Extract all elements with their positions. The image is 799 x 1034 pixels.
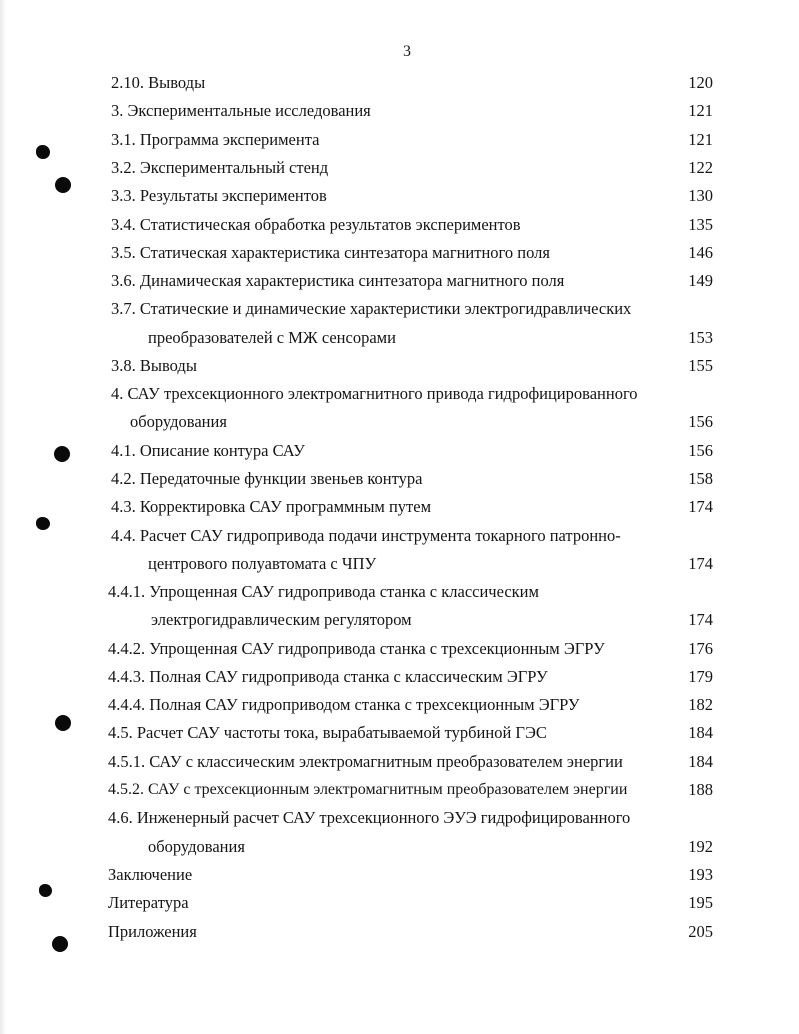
- toc-entry-page: 205: [688, 922, 713, 941]
- toc-entry-page: 188: [688, 780, 713, 799]
- toc-entry-label: 3.6. Динамическая характеристика синтезатора магнитного поля: [111, 271, 565, 290]
- punch-hole: [39, 884, 52, 897]
- toc-entry-page: 174: [688, 554, 713, 573]
- toc-entry-label: Заключение: [108, 865, 193, 884]
- toc-entry-page: 122: [688, 158, 713, 177]
- toc-entry-label: 4.4.3. Полная САУ гидропривода станка с классическим ЭГРУ: [108, 667, 548, 686]
- toc-entry-label: 4.4.1. Упрощенная САУ гидропривода станка с классическим: [108, 582, 539, 601]
- toc-entry-page: 153: [688, 328, 713, 347]
- toc-entry-label: 4.3. Корректировка САУ программным путем: [111, 497, 432, 516]
- toc-entry-label: 4.4.2. Упрощенная САУ гидропривода станка с трехсекционным ЭГРУ: [108, 639, 605, 658]
- toc-entry-page: 176: [688, 639, 713, 658]
- toc-entry-label: 4.6. Инженерный расчет САУ трехсекционного ЭУЭ гидрофицированного: [108, 808, 631, 827]
- toc-entry-label: 3.2. Экспериментальный стенд: [111, 158, 329, 177]
- toc-entry-page: 174: [688, 497, 713, 516]
- punch-hole: [36, 517, 50, 530]
- punch-hole: [36, 145, 50, 159]
- toc-entry-label: 3.5. Статическая характеристика синтезатора магнитного поля: [111, 243, 550, 262]
- toc-entry-page: 120: [688, 73, 713, 92]
- toc-entry-label: 3.7. Статические и динамические характеристики электрогидравлических: [111, 299, 632, 318]
- punch-hole: [54, 446, 70, 462]
- toc-entry-page: 156: [688, 441, 713, 460]
- toc-entry-label: 4.1. Описание контура САУ: [111, 441, 305, 460]
- toc-entry-label: 3.3. Результаты экспериментов: [111, 186, 327, 205]
- toc-entry-page: 149: [688, 271, 713, 290]
- toc-entry-page: 135: [688, 215, 713, 234]
- toc-entry-label-continuation: оборудования: [130, 412, 227, 431]
- toc-entry-label: 3.1. Программа эксперимента: [111, 130, 320, 149]
- toc-entry-page: 174: [688, 610, 713, 629]
- toc-entry-label: 4. САУ трехсекционного электромагнитного привода гидрофицированного: [111, 384, 638, 403]
- toc-entry-label: 4.5.1. САУ с классическим электромагнитным преобразователем энергии: [108, 752, 623, 771]
- toc-entry-page: 193: [688, 865, 713, 884]
- toc-entry-label: 2.10. Выводы: [111, 73, 206, 92]
- toc-entry-label: 4.5.2. САУ с трехсекционным электромагнитным преобразователем энергии: [108, 781, 628, 798]
- toc-entry-label: 4.5. Расчет САУ частоты тока, вырабатываемой турбиной ГЭС: [108, 723, 547, 742]
- toc-entry-page: 195: [688, 893, 713, 912]
- punch-hole: [52, 936, 68, 952]
- page-edge-shadow: [0, 0, 6, 1034]
- toc-entry-page: 155: [688, 356, 713, 375]
- toc-entry-label: Приложения: [108, 922, 197, 941]
- toc-entry-page: 146: [688, 243, 713, 262]
- toc-entry-page: 192: [688, 837, 713, 856]
- toc-entry-label: 4.4. Расчет САУ гидропривода подачи инструмента токарного патронно-: [111, 526, 621, 545]
- toc-entry-label-continuation: центрового полуавтомата с ЧПУ: [148, 554, 377, 573]
- punch-hole: [55, 715, 71, 731]
- toc-entry-page: 156: [688, 412, 713, 431]
- toc-entry-page: 158: [688, 469, 713, 488]
- toc-entry-label: Литература: [108, 893, 189, 912]
- toc-entry-label-continuation: преобразователей с МЖ сенсорами: [148, 328, 396, 347]
- toc-entry-label: 4.2. Передаточные функции звеньев контура: [111, 469, 423, 488]
- toc-entry-page: 179: [688, 667, 713, 686]
- toc-entry-page: 184: [688, 752, 713, 771]
- toc-entry-page: 130: [688, 186, 713, 205]
- toc-entry-label: 3. Экспериментальные исследования: [111, 101, 371, 120]
- toc-entry-label: 3.4. Статистическая обработка результатов экспериментов: [111, 215, 521, 234]
- toc-entry-label-continuation: электрогидравлическим регулятором: [151, 610, 412, 629]
- toc-entry-label: 4.4.4. Полная САУ гидроприводом станка с трехсекционным ЭГРУ: [108, 695, 580, 714]
- page-number: 3: [403, 43, 411, 60]
- toc-entry-label: 3.8. Выводы: [111, 356, 197, 375]
- toc-entry-page: 121: [688, 101, 713, 120]
- toc-entry-page: 182: [688, 695, 713, 714]
- toc-entry-label-continuation: оборудования: [148, 837, 245, 856]
- toc-entry-page: 121: [688, 130, 713, 149]
- toc-entry-page: 184: [688, 723, 713, 742]
- punch-hole: [55, 177, 71, 193]
